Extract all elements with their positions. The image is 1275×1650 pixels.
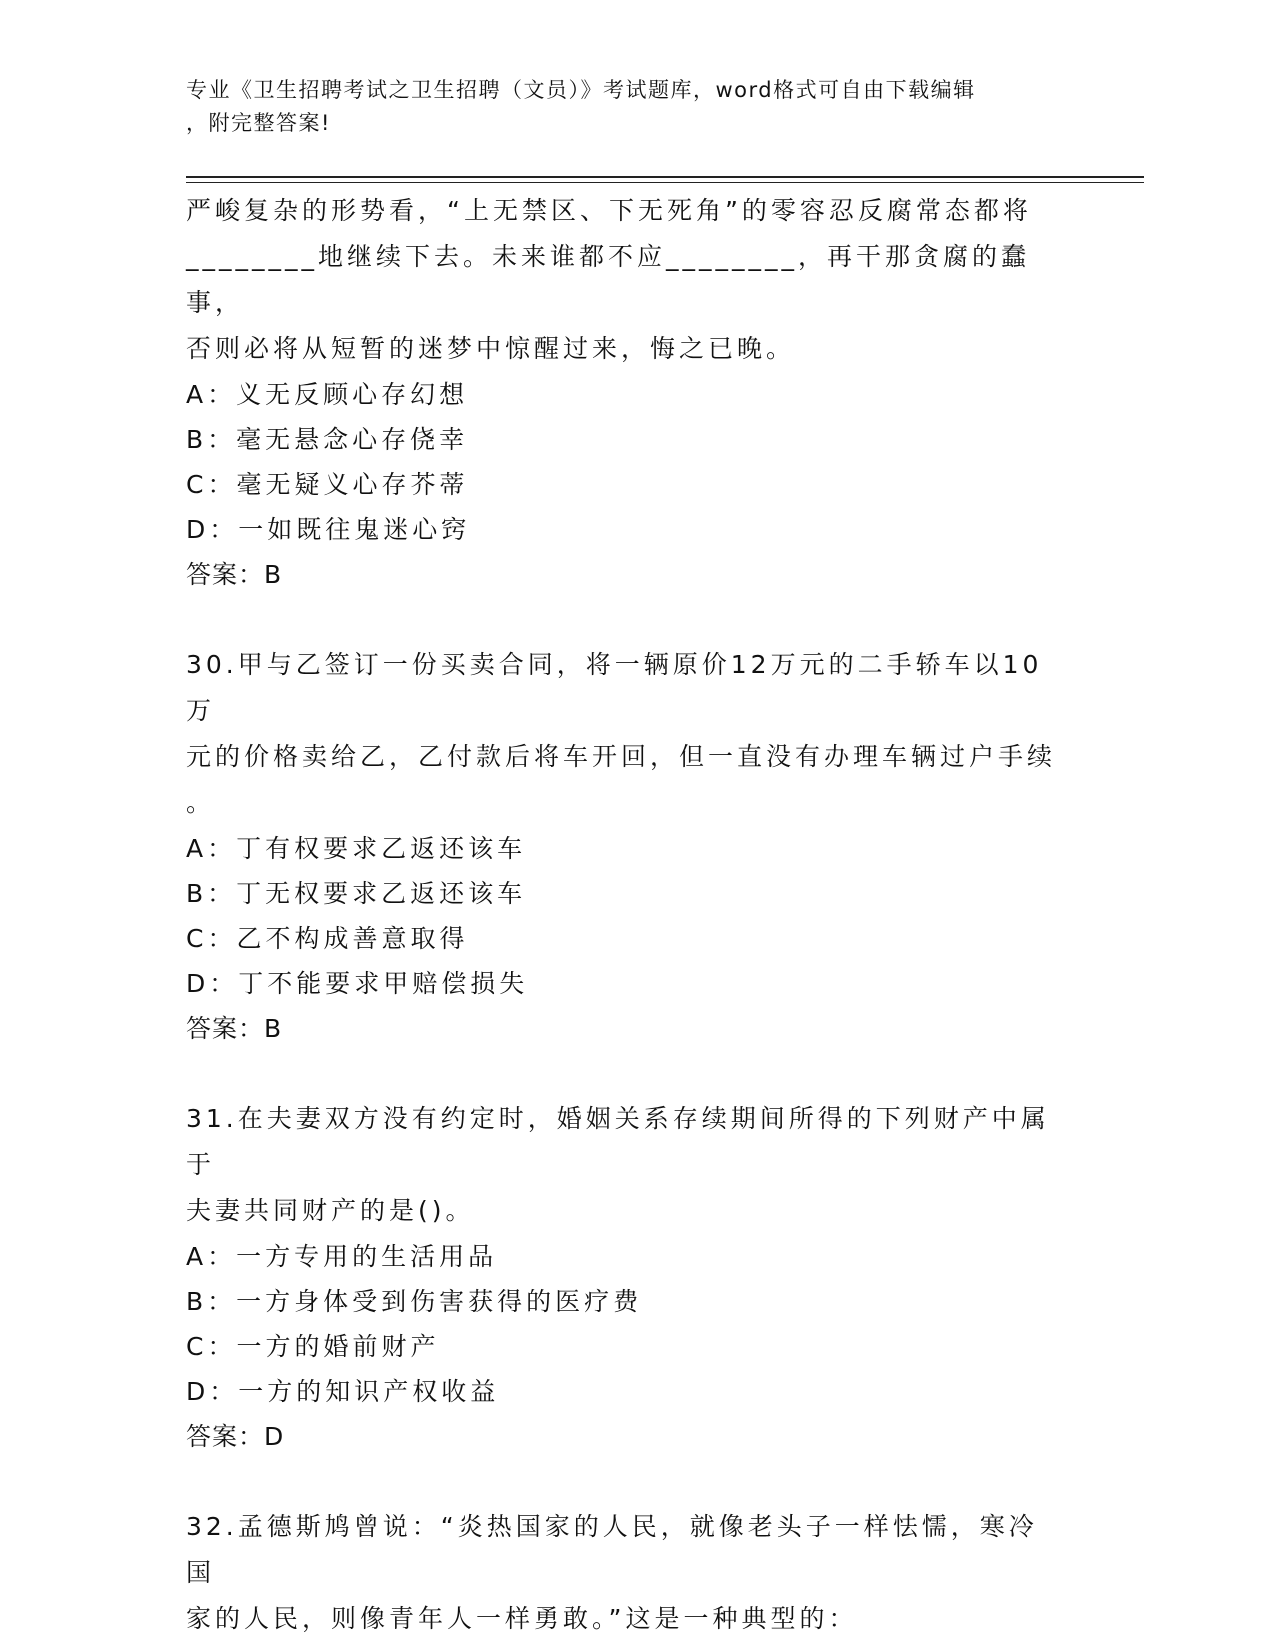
question-32	[186, 1504, 1066, 1642]
option-a: A：一方专用的生活用品	[186, 1242, 498, 1271]
question-stem-line: 家的人民，则像青年人一样勇敢。”这是一种典型的：	[186, 1604, 858, 1633]
option-d: D：丁不能要求甲赔偿损失	[186, 969, 529, 998]
option-c: C：乙不构成善意取得	[186, 924, 469, 953]
option-a: A：丁有权要求乙返还该车	[186, 834, 527, 863]
header-line-2: ，附完整答案!	[186, 111, 331, 135]
question-stem-line: ________地继续下去。未来谁都不应________，再干那贪腐的蠢事，	[186, 242, 1031, 317]
option-a: A：义无反顾心存幻想	[186, 380, 469, 409]
option-d: D：一如既往鬼迷心窍	[186, 515, 471, 544]
answer-line: 答案：B	[186, 560, 283, 589]
option-b: B：丁无权要求乙返还该车	[186, 879, 527, 908]
option-b: B：一方身体受到伤害获得的医疗费	[186, 1287, 643, 1316]
question-stem-line: 31.在夫妻双方没有约定时，婚姻关系存续期间所得的下列财产中属于	[186, 1104, 1050, 1179]
header-line-1: 专业《卫生招聘考试之卫生招聘（文员）》考试题库，word格式可自由下载编辑	[186, 78, 976, 102]
option-d: D：一方的知识产权收益	[186, 1377, 500, 1406]
question-list	[186, 188, 1066, 1642]
question-stem-line: 30.甲与乙签订一份买卖合同，将一辆原价12万元的二手轿车以10万	[186, 650, 1043, 725]
question-stem-line: 否则必将从短暂的迷梦中惊醒过来，悔之已晚。	[186, 334, 796, 363]
question-stem-line: 32.孟德斯鸠曾说：“炎热国家的人民，就像老头子一样怯懦，寒冷国	[186, 1512, 1038, 1587]
question-29	[186, 188, 1066, 598]
question-stem-line: 夫妻共同财产的是()。	[186, 1196, 475, 1225]
option-c: C：一方的婚前财产	[186, 1332, 440, 1361]
page-header	[186, 74, 1066, 140]
question-30	[186, 642, 1066, 1052]
option-b: B：毫无悬念心存侥幸	[186, 425, 469, 454]
question-31	[186, 1096, 1066, 1460]
question-stem-line: 。	[186, 788, 216, 817]
answer-line: 答案：D	[186, 1422, 285, 1451]
option-c: C：毫无疑义心存芥蒂	[186, 470, 469, 499]
answer-line: 答案：B	[186, 1014, 283, 1043]
header-divider-thin	[186, 182, 1144, 183]
question-stem-line: 元的价格卖给乙，乙付款后将车开回，但一直没有办理车辆过户手续	[186, 742, 1057, 771]
question-stem-line: 严峻复杂的形势看，“上无禁区、下无死角”的零容忍反腐常态都将	[186, 196, 1032, 225]
header-divider-thick	[186, 176, 1144, 178]
